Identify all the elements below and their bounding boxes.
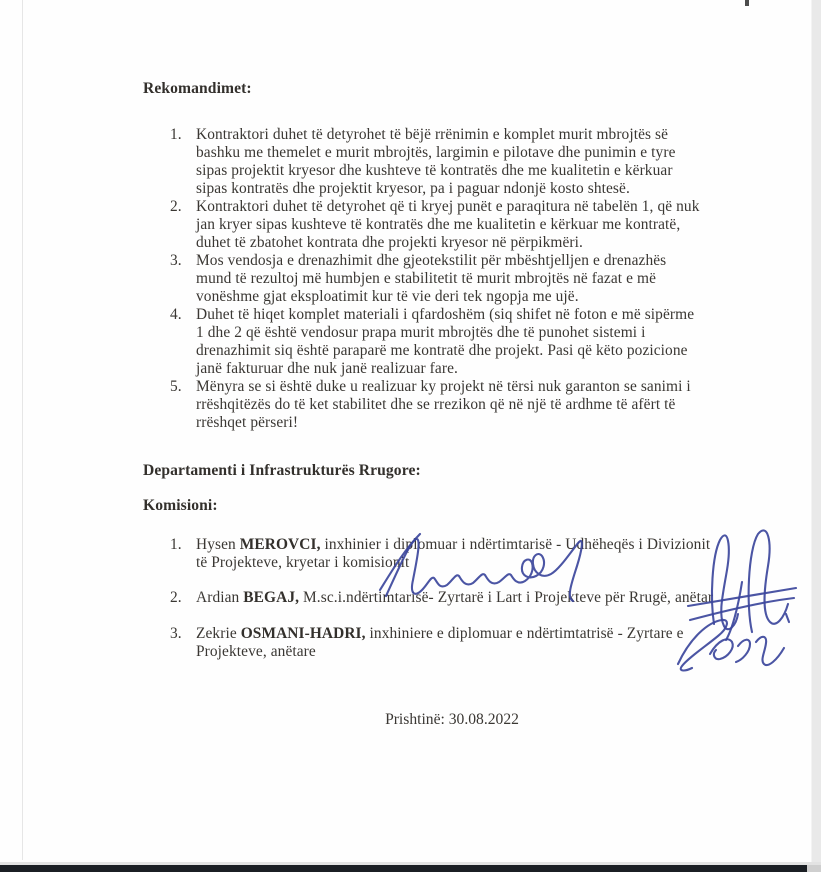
list-item-text: Mënyra se si është duke u realizuar ky projekt në tërsi nuk garanton se sanimi i rrëshqitëzës do të ket stabilitet dhe se rrezikon që në një të ardhme të afërt të rrëshqet përseri!: [196, 378, 691, 431]
place-date-line: Prishtinë: 30.08.2022: [385, 711, 519, 728]
department-heading: Departamenti i Infrastrukturës Rrugore:: [143, 462, 421, 479]
commission-members-list: [143, 536, 728, 661]
list-item: [143, 126, 728, 198]
member-text: [196, 536, 721, 572]
commission-heading: Komisioni:: [143, 497, 218, 514]
member-text: [196, 625, 721, 661]
list-item-number: 3.: [170, 625, 182, 642]
list-item-number: 2.: [170, 198, 182, 215]
scan-edge-strip: [811, 0, 821, 872]
scan-artifact-mark: [745, 0, 749, 6]
member-role: M.sc.i.ndërtimtarisë- Zyrtarë i Lart i Projekteve për Rrugë, anëtar: [303, 589, 714, 606]
recommendations-list: [143, 126, 728, 432]
list-item-text: Kontraktori duhet të detyrohet që ti kryej punët e paraqitura në tabelën 1, që nuk jan kryer sipas kushteve të kontratës dhe me kualitetin e kërkuar me kontratë, duhet të zbatohet kontrata dhe projekti kryesor në përpikmëri.: [196, 198, 700, 251]
scan-bottom-bar: [0, 865, 807, 872]
list-item-number: 1.: [170, 536, 182, 553]
commission-member: [143, 589, 728, 607]
list-item-text: Duhet të hiqet komplet materiali i qfardoshëm (siq shifet në foton e më sipërme 1 dhe 2 që është vendosur prapa murit mbrojtës dhe të punohet sistemi i drenazhimit siq është paraparë me kontratë dhe projekt. Pasi që këto pozicione janë fakturuar dhe nuk janë realizuar fare.: [196, 306, 695, 377]
recommendations-heading: Rekomandimet:: [143, 80, 252, 97]
member-surname: OSMANI-HADRI,: [240, 625, 366, 642]
member-first-name: Ardian: [196, 589, 240, 606]
commission-member: [143, 625, 728, 661]
member-role: inxhiniere e diplomuar e ndërtimtatrisë - Zyrtare e Projekteve, anëtare: [196, 625, 684, 660]
list-item-number: 4.: [170, 306, 182, 323]
list-item-number: 3.: [170, 252, 182, 269]
list-item: [143, 252, 728, 306]
document-body: [143, 80, 728, 661]
list-item: [143, 198, 728, 252]
member-first-name: Zekrie: [196, 625, 237, 642]
list-item-number: 2.: [170, 589, 182, 606]
member-surname: MEROVCI,: [239, 536, 321, 553]
list-item-number: 1.: [170, 126, 182, 143]
list-item-number: 5.: [170, 378, 182, 395]
scan-bottom-bar-corner: [807, 865, 821, 872]
commission-member: [143, 536, 728, 572]
list-item-text: Mos vendosja e drenazhimit dhe gjeotekstilit për mbështjelljen e drenazhës mund të rezultoj më humbjen e stabilitetit të murit mbrojtës në fazat e më vonëshme gjat eksploatimit kur të vie deri tek ngopja me ujë.: [196, 252, 667, 305]
list-item: [143, 306, 728, 378]
list-item-text: Kontraktori duhet të detyrohet të bëjë rrënimin e komplet murit mbrojtës së bashku me themelet e murit mbrojtës, largimin e pilotave dhe punimin e tyre sipas projektit kryesor dhe kushteve të kontratës dhe me kualitetin e kërkuar sipas kontratës dhe projektit kryesor, pa i paguar ndonjë kosto shtesë.: [196, 126, 676, 197]
scan-fold-line: [22, 0, 23, 860]
list-item: [143, 378, 728, 432]
member-surname: BEGAJ,: [243, 589, 300, 606]
member-first-name: Hysen: [196, 536, 236, 553]
member-role: inxhinier i diplomuar i ndërtimtarisë - Udhëheqës i Divizionit të Projekteve, kryetar i komisionit: [196, 536, 711, 571]
member-text: [196, 589, 721, 607]
